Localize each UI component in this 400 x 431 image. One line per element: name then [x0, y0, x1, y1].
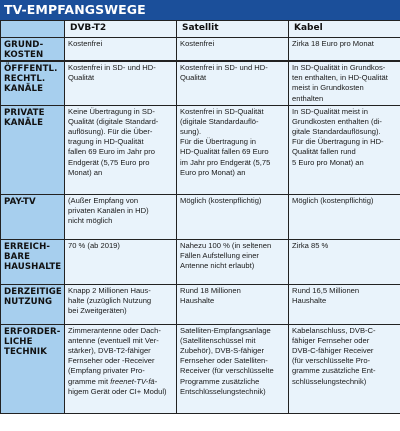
cell-text-line: Fernseher oder -Receiver — [68, 356, 155, 366]
cell-text-line: antenne (eventuell mit Ver- — [68, 335, 159, 345]
cell-pay-tv-kabel — [289, 194, 400, 239]
cell-text-line: Zimmerantenne oder Dach- — [68, 325, 161, 335]
row-label-line: KANÄLE — [4, 117, 44, 128]
cell-text-line: fallen 69 Euro im Jahr pro — [68, 147, 155, 157]
row-label-grundkosten — [1, 38, 65, 62]
cell-text-line: 70 % (ab 2019) — [68, 240, 120, 250]
cell-erreichbare-haushalte-satellit — [177, 239, 289, 284]
cell-text-line: (Außer Empfang von — [68, 195, 139, 205]
cell-oeffentl-rechtl-kanaele-satellit — [177, 61, 289, 105]
cell-text-line: bei Zweitgeräten) — [68, 305, 127, 315]
cell-text-line: Haushalte — [180, 295, 215, 305]
row-label-line: ERREICH- — [4, 241, 51, 252]
cell-text-line: schlüsselungstechnik) — [292, 376, 367, 386]
row-label-line: ERFORDER- — [4, 326, 61, 337]
cell-text-line: Fernseher oder Satelliten- — [180, 356, 268, 366]
cell-text-line: Kabelanschluss, DVB-C- — [292, 325, 376, 335]
row-label-line: GRUND- — [4, 40, 44, 50]
cell-text-line: Endgerät (5,75 Euro pro — [68, 157, 150, 167]
cell-pay-tv-dvb-t2 — [65, 194, 177, 239]
cell-erreichbare-haushalte-kabel — [289, 239, 400, 284]
cell-erforderliche-technik-dvb-t2 — [65, 324, 177, 413]
cell-text-line: nicht möglich — [68, 215, 113, 225]
cell-text-line: Möglich (kostenpflichtig) — [292, 195, 374, 205]
cell-text-line: Kostenfrei — [68, 39, 103, 48]
cell-text-line: sung). — [180, 126, 202, 136]
cell-text-line: higem Gerät oder CI+ Modul) — [68, 386, 167, 396]
cell-text-line: Programme zusätzliche — [180, 376, 260, 386]
cell-text-line: Euro pro Monat) an — [180, 167, 246, 177]
comparison-table — [0, 20, 400, 414]
cell-private-kanaele-satellit — [177, 105, 289, 194]
cell-text-line: fähiger Fernseher oder — [292, 335, 370, 345]
cell-text-line: Rund 16,5 Millionen — [292, 285, 360, 295]
cell-text-line: HD-Qualität fallen 69 Euro — [180, 147, 269, 157]
cell-text-line: Entschlüsselungstechnik) — [180, 386, 266, 396]
row-label-private-kanaele — [1, 105, 65, 194]
cell-text-line: DVB-C-fähiger Receiver — [292, 345, 374, 355]
cell-text-line: Kostenfrei — [180, 39, 215, 48]
row-label-line: RECHTL. — [4, 74, 46, 84]
cell-oeffentl-rechtl-kanaele-dvb-t2 — [65, 61, 177, 105]
cell-text-line: Monat) an — [68, 167, 103, 177]
cell-grundkosten-dvb-t2 — [65, 38, 177, 62]
cell-grundkosten-satellit — [177, 38, 289, 62]
cell-text-line: (für verschlüsselte Pro- — [292, 356, 371, 366]
cell-text-line: auflösung). Für die Über- — [68, 126, 153, 136]
cell-grundkosten-kabel — [289, 38, 400, 62]
cell-text-line: Knapp 2 Millionen Haus- — [68, 285, 151, 295]
cell-text-line: stärker), DVB-T2-fähiger — [68, 345, 151, 355]
cell-oeffentl-rechtl-kanaele-kabel — [289, 61, 400, 105]
cell-text-line: ten enthalten, in HD-Qualität — [292, 73, 388, 83]
cell-text-line: Kostenfrei in SD- und HD- — [180, 63, 268, 72]
row-label-line: PAY-TV — [4, 196, 36, 207]
cell-text-line: In SD-Qualität meist in — [292, 106, 368, 116]
cell-text-line: (Satellitenschüssel mit — [180, 335, 256, 345]
cell-erreichbare-haushalte-dvb-t2 — [65, 239, 177, 284]
cell-text-line: Qualität (digitale Standard- — [68, 116, 159, 126]
cell-text-line: meist in Grundkosten — [292, 83, 364, 93]
column-header-kabel: Kabel — [289, 21, 400, 38]
cell-text-line: gramme mit freenet-TV-fä- — [68, 376, 158, 386]
row-label-pay-tv — [1, 194, 65, 239]
cell-pay-tv-satellit — [177, 194, 289, 239]
row-label-line: DERZEITIGE — [4, 286, 62, 297]
cell-text-line: Möglich (kostenpflichtig) — [180, 195, 262, 205]
table-row-derzeitige-nutzung — [1, 284, 400, 324]
row-label-line: LICHE — [4, 336, 33, 347]
cell-text-line: gitale Standardauflösung). — [292, 126, 381, 136]
cell-text-line: Qualität fallen rund — [292, 147, 356, 157]
row-label-line: TECHNIK — [4, 346, 47, 357]
row-label-oeffentl-rechtl-kanaele — [1, 61, 65, 105]
row-label-line: BARE — [4, 251, 31, 262]
row-label-erreichbare-haushalte — [1, 239, 65, 284]
cell-text-line: Satelliten-Empfangsanlage — [180, 325, 271, 335]
cell-text-line: Für die Übertragung in — [180, 137, 256, 147]
row-label-line: KOSTEN — [4, 50, 44, 60]
row-label-line: ÖFFFENTL. — [4, 64, 58, 74]
row-label-derzeitige-nutzung — [1, 284, 65, 324]
table-row-erforderliche-technik — [1, 324, 400, 413]
cell-text-line: (digitale Standardauflö- — [180, 116, 259, 126]
row-label-erforderliche-technik — [1, 324, 65, 413]
header-corner — [1, 21, 65, 38]
cell-erforderliche-technik-kabel — [289, 324, 400, 413]
row-label-line: NUTZUNG — [4, 296, 53, 307]
cell-private-kanaele-kabel — [289, 105, 400, 194]
cell-text-line: Kostenfrei in SD- und HD- — [68, 63, 156, 72]
cell-text-line: Zirka 85 % — [292, 240, 329, 250]
cell-derzeitige-nutzung-satellit — [177, 284, 289, 324]
column-header-satellit: Satellit — [177, 21, 289, 38]
table-row-oeffentl-rechtl-kanaele — [1, 61, 400, 105]
cell-derzeitige-nutzung-kabel — [289, 284, 400, 324]
cell-text-line: enthalten — [292, 93, 324, 103]
table-row-grundkosten — [1, 38, 400, 62]
cell-text-line: Grundkosten enthalten (di- — [292, 116, 382, 126]
cell-text-line: 5 Euro pro Monat) an — [292, 157, 364, 167]
cell-text-line: Qualität — [180, 73, 207, 83]
cell-text-line: halte (zuzüglich Nutzung — [68, 295, 152, 305]
italic-fragment: freenet-TV-fä- — [110, 376, 158, 386]
cell-text-line: gramme zusätzliche Ent- — [292, 366, 376, 376]
cell-text-line: Haushalte — [292, 295, 327, 305]
column-header-dvb-t2: DVB-T2 — [65, 21, 177, 38]
cell-text-line: Receiver (für verschlüsselte — [180, 366, 274, 376]
cell-text-line: Kostenfrei in SD-Qualität — [180, 106, 264, 116]
table-row-private-kanaele — [1, 105, 400, 194]
cell-text-line: Keine Übertragung in SD- — [68, 106, 155, 116]
header-row — [1, 21, 400, 38]
cell-text-line: Rund 18 Millionen — [180, 285, 241, 295]
cell-text-line: privaten Kanälen in HD) — [68, 205, 149, 215]
cell-text-line: Für die Übertragung in HD- — [292, 137, 384, 147]
cell-text-line: tragung in HD-Qualität — [68, 137, 144, 147]
cell-private-kanaele-dvb-t2 — [65, 105, 177, 194]
cell-text-line: Antenne nicht erlaubt) — [180, 260, 255, 270]
row-label-line: HAUSHALTE — [4, 261, 62, 272]
table-title: TV-EMPFANGSWEGE — [0, 0, 400, 20]
cell-text-line: Zirka 18 Euro pro Monat — [292, 39, 374, 48]
cell-text-line: im Jahr pro Endgerät (5,75 — [180, 157, 271, 167]
cell-text-line: Fällen Aufstellung einer — [180, 250, 259, 260]
cell-text-line: In SD-Qualität in Grundkos- — [292, 63, 386, 72]
cell-derzeitige-nutzung-dvb-t2 — [65, 284, 177, 324]
table-row-erreichbare-haushalte — [1, 239, 400, 284]
cell-erforderliche-technik-satellit — [177, 324, 289, 413]
cell-text-line: Qualität — [68, 73, 95, 83]
table-row-pay-tv — [1, 194, 400, 239]
cell-text-line: (Empfang privater Pro- — [68, 366, 145, 376]
row-label-line: PRIVATE — [4, 107, 45, 118]
cell-text-line: Nahezu 100 % (in seltenen — [180, 240, 272, 250]
cell-text-line: Zubehör), DVB-S-fähiger — [180, 345, 264, 355]
row-label-line: KANÄLE — [4, 84, 44, 94]
